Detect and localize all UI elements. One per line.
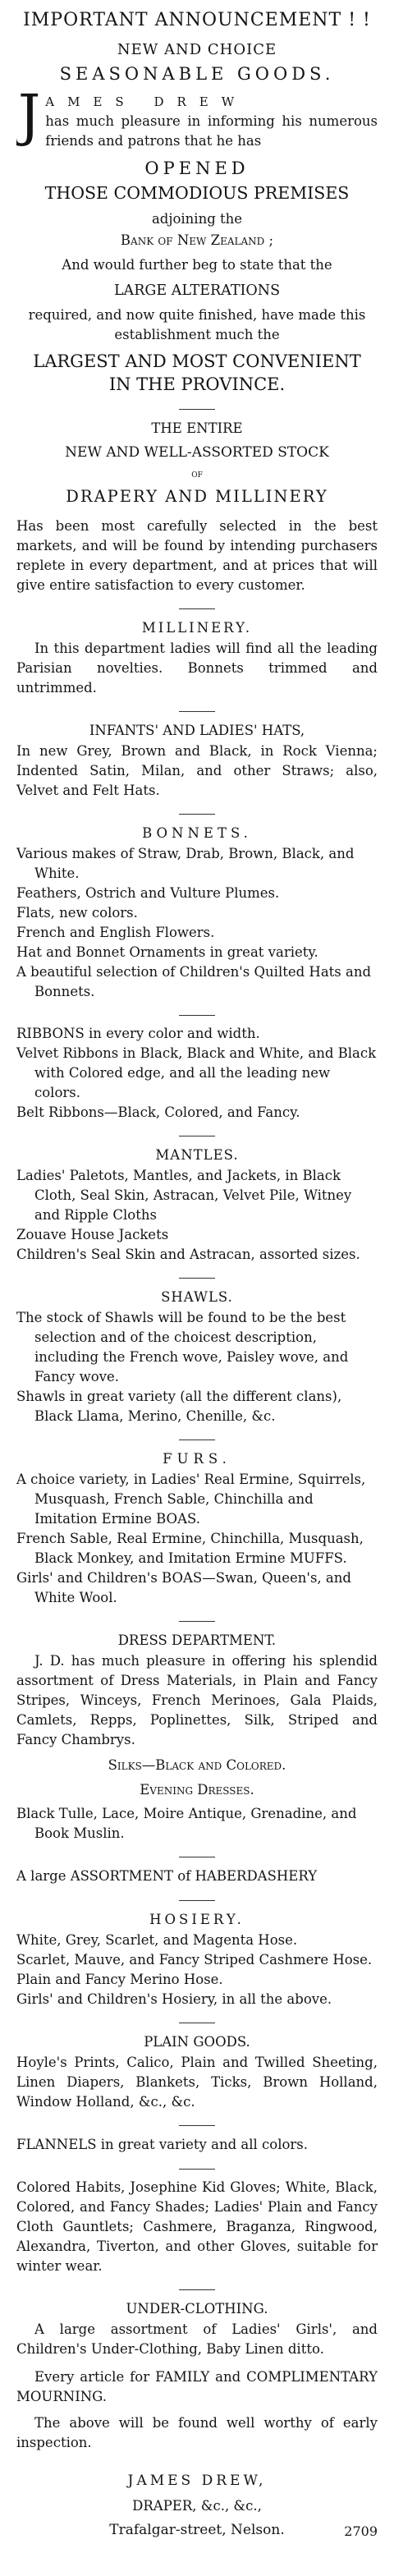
the-entire-line: THE ENTIRE bbox=[151, 420, 243, 436]
list-item: Scarlet, Mauve, and Fancy Striped Cashmere Hose. bbox=[16, 1952, 373, 1968]
plain-goods-heading: PLAIN GOODS. bbox=[144, 2034, 250, 2050]
further-line: And would further beg to state that the bbox=[62, 257, 332, 273]
furs-heading: FURS. bbox=[163, 1451, 231, 1467]
intro-block bbox=[16, 92, 378, 151]
divider bbox=[179, 2289, 215, 2290]
evening-dresses-line: Evening Dresses. bbox=[140, 1782, 254, 1798]
signature-title: DRAPER, &c., &c., bbox=[132, 2498, 262, 2514]
list-item: Ladies' Paletots, Mantles, and Jackets, in Black Cloth, Seal Skin, Astracan, Velvet Pile, Witney and Ripple Cloths bbox=[16, 1168, 352, 1223]
hats-text: In new Grey, Brown and Black, in Rock Vienna; Indented Satin, Milan, and other Straws; also, Velvet and Felt Hats. bbox=[16, 743, 378, 798]
adjoining-line: adjoining the bbox=[151, 211, 243, 227]
hosiery-heading: HOSIERY. bbox=[149, 1912, 245, 1927]
list-item: Belt Ribbons—Black, Colored, and Fancy. bbox=[16, 1104, 300, 1120]
headline: IMPORTANT ANNOUNCEMENT ! ! bbox=[23, 10, 371, 30]
plain-goods-text: Hoyle's Prints, Calico, Plain and Twilled Sheeting, Linen Diapers, Blankets, Ticks, Brown Holland, Window Holland, &c., &c. bbox=[16, 2055, 378, 2110]
list-item: Plain and Fancy Merino Hose. bbox=[16, 1972, 223, 1987]
dress-heading: DRESS DEPARTMENT. bbox=[117, 1632, 277, 1648]
bonnets-heading: BONNETS. bbox=[142, 825, 252, 841]
divider bbox=[179, 1278, 215, 1279]
drop-cap-letter: J bbox=[18, 92, 41, 149]
list-item: Feathers, Ostrich and Vulture Plumes. bbox=[16, 885, 280, 901]
list-item: Children's Seal Skin and Astracan, assorted sizes. bbox=[16, 1247, 360, 1262]
bank-line: Bank of New Zealand ; bbox=[120, 232, 274, 248]
divider bbox=[179, 1621, 215, 1622]
list-item: White, Grey, Scarlet, and Magenta Hose. bbox=[16, 1932, 298, 1948]
address-row bbox=[16, 2517, 378, 2546]
under-clothing-text: A large assortment of Ladies' Girls', and Children's Under-Clothing, Baby Linen ditto. bbox=[16, 2321, 378, 2357]
list-item: French Sable, Real Ermine, Chinchilla, Musquash, Black Monkey, and Imitation Ermine MUFFS. bbox=[16, 1531, 364, 1566]
list-item: Velvet Ribbons in Black, Black and White, and Black with Colored edge, and all the leading new colors. bbox=[16, 1045, 377, 1100]
premises-line: THOSE COMMODIOUS PREMISES bbox=[44, 183, 350, 203]
drapery-millinery-line: DRAPERY AND MILLINERY bbox=[66, 487, 328, 506]
new-stock-line: NEW AND WELL-ASSORTED STOCK bbox=[65, 444, 329, 461]
list-item: French and English Flowers. bbox=[16, 925, 215, 940]
mantles-heading: MANTLES. bbox=[155, 1147, 239, 1163]
list-item: The stock of Shawls will be found to be the best selection and of the choicest description, including the French wove, Paisley wove, and Fancy wove. bbox=[16, 1310, 349, 1384]
millinery-text: In this department ladies will find all the leading Parisian novelties. Bonnets trimmed and untrimmed. bbox=[16, 641, 378, 696]
haberdashery-line: A large ASSORTMENT of HABERDASHERY bbox=[16, 1868, 318, 1884]
closing-text: The above will be found well worthy of early inspection. bbox=[16, 2415, 378, 2450]
mourning-text: Every article for FAMILY and COMPLIMENTARY MOURNING. bbox=[16, 2369, 378, 2404]
ad-number: 2709 bbox=[344, 2523, 378, 2539]
opened-line: OPENED bbox=[144, 158, 250, 178]
merchant-name-spaced: AMES DREW bbox=[45, 94, 248, 109]
list-item: Zouave House Jackets bbox=[16, 1227, 169, 1242]
required-text: required, and now quite finished, have made this establishment much the bbox=[28, 307, 366, 342]
largest-line: LARGEST AND MOST CONVENIENT bbox=[33, 351, 361, 371]
signature-name: JAMES DREW, bbox=[127, 2473, 267, 2489]
dress-text: J. D. has much pleasure in offering his splendid assortment of Dress Materials, in Plain and Fancy Stripes, Winceys, French Merinoes, Gala Plaids, Camlets, Repps, Poplinettes, Silk, Striped and Fancy Chambrys. bbox=[16, 1653, 378, 1747]
divider bbox=[179, 814, 215, 815]
millinery-heading: MILLINERY. bbox=[141, 620, 253, 636]
large-alterations-line: LARGE ALTERATIONS bbox=[113, 282, 281, 299]
shawls-heading: SHAWLS. bbox=[161, 1289, 233, 1305]
list-item: A choice variety, in Ladies' Real Ermine, Squirrels, Musquash, French Sable, Chinchilla and Imitation Ermine BOAS. bbox=[16, 1472, 366, 1527]
habits-text: Colored Habits, Josephine Kid Gloves; White, Black, Colored, and Fancy Shades; Ladies' Plain and Fancy Cloth Gauntlets; Cashmere, Braganza, Ringwood, Alexandra, Tiverton, and other Gloves, suitable for winter wear. bbox=[16, 2179, 378, 2274]
intro-text: has much pleasure in informing his numerous friends and patrons that he has bbox=[45, 113, 378, 149]
divider bbox=[179, 2169, 215, 2170]
of-line: of bbox=[191, 468, 203, 480]
under-clothing-heading: UNDER-CLOTHING. bbox=[126, 2301, 268, 2317]
divider bbox=[179, 608, 215, 609]
province-line: IN THE PROVINCE. bbox=[108, 374, 286, 394]
divider bbox=[179, 1015, 215, 1016]
divider bbox=[179, 711, 215, 712]
divider bbox=[179, 2125, 215, 2126]
flannels-line: FLANNELS in great variety and all colors. bbox=[16, 2137, 308, 2152]
stock-text: Has been most carefully selected in the best markets, and will be found by intending purchasers replete in every department, and at prices that will give entire satisfaction to every customer. bbox=[16, 518, 378, 593]
silks-line: Silks—Black and Colored. bbox=[108, 1757, 286, 1773]
divider bbox=[179, 409, 215, 410]
list-item: Flats, new colors. bbox=[16, 905, 138, 921]
list-item: A beautiful selection of Children's Quilted Hats and Bonnets. bbox=[16, 964, 372, 999]
divider bbox=[179, 1900, 215, 1901]
hats-heading: INFANTS' AND LADIES' HATS, bbox=[89, 723, 305, 738]
evening-text: Black Tulle, Lace, Moire Antique, Grenadine, and Book Muslin. bbox=[16, 1806, 357, 1841]
seasonable-goods-line: SEASONABLE GOODS. bbox=[59, 64, 335, 84]
list-item: Hat and Bonnet Ornaments in great variety. bbox=[16, 944, 318, 960]
list-item: Various makes of Straw, Drab, Brown, Black, and White. bbox=[16, 846, 355, 881]
list-item: RIBBONS in every color and width. bbox=[16, 1026, 260, 1041]
list-item: Girls' and Children's BOAS—Swan, Queen's, and White Wool. bbox=[16, 1570, 351, 1605]
new-choice-line: NEW AND CHOICE bbox=[117, 41, 277, 58]
list-item: Shawls in great variety (all the different clans), Black Llama, Merino, Chenille, &c. bbox=[16, 1389, 342, 1424]
signature-address: Trafalgar-street, Nelson. bbox=[109, 2522, 285, 2538]
list-item: Girls' and Children's Hosiery, in all the above. bbox=[16, 1991, 332, 2007]
